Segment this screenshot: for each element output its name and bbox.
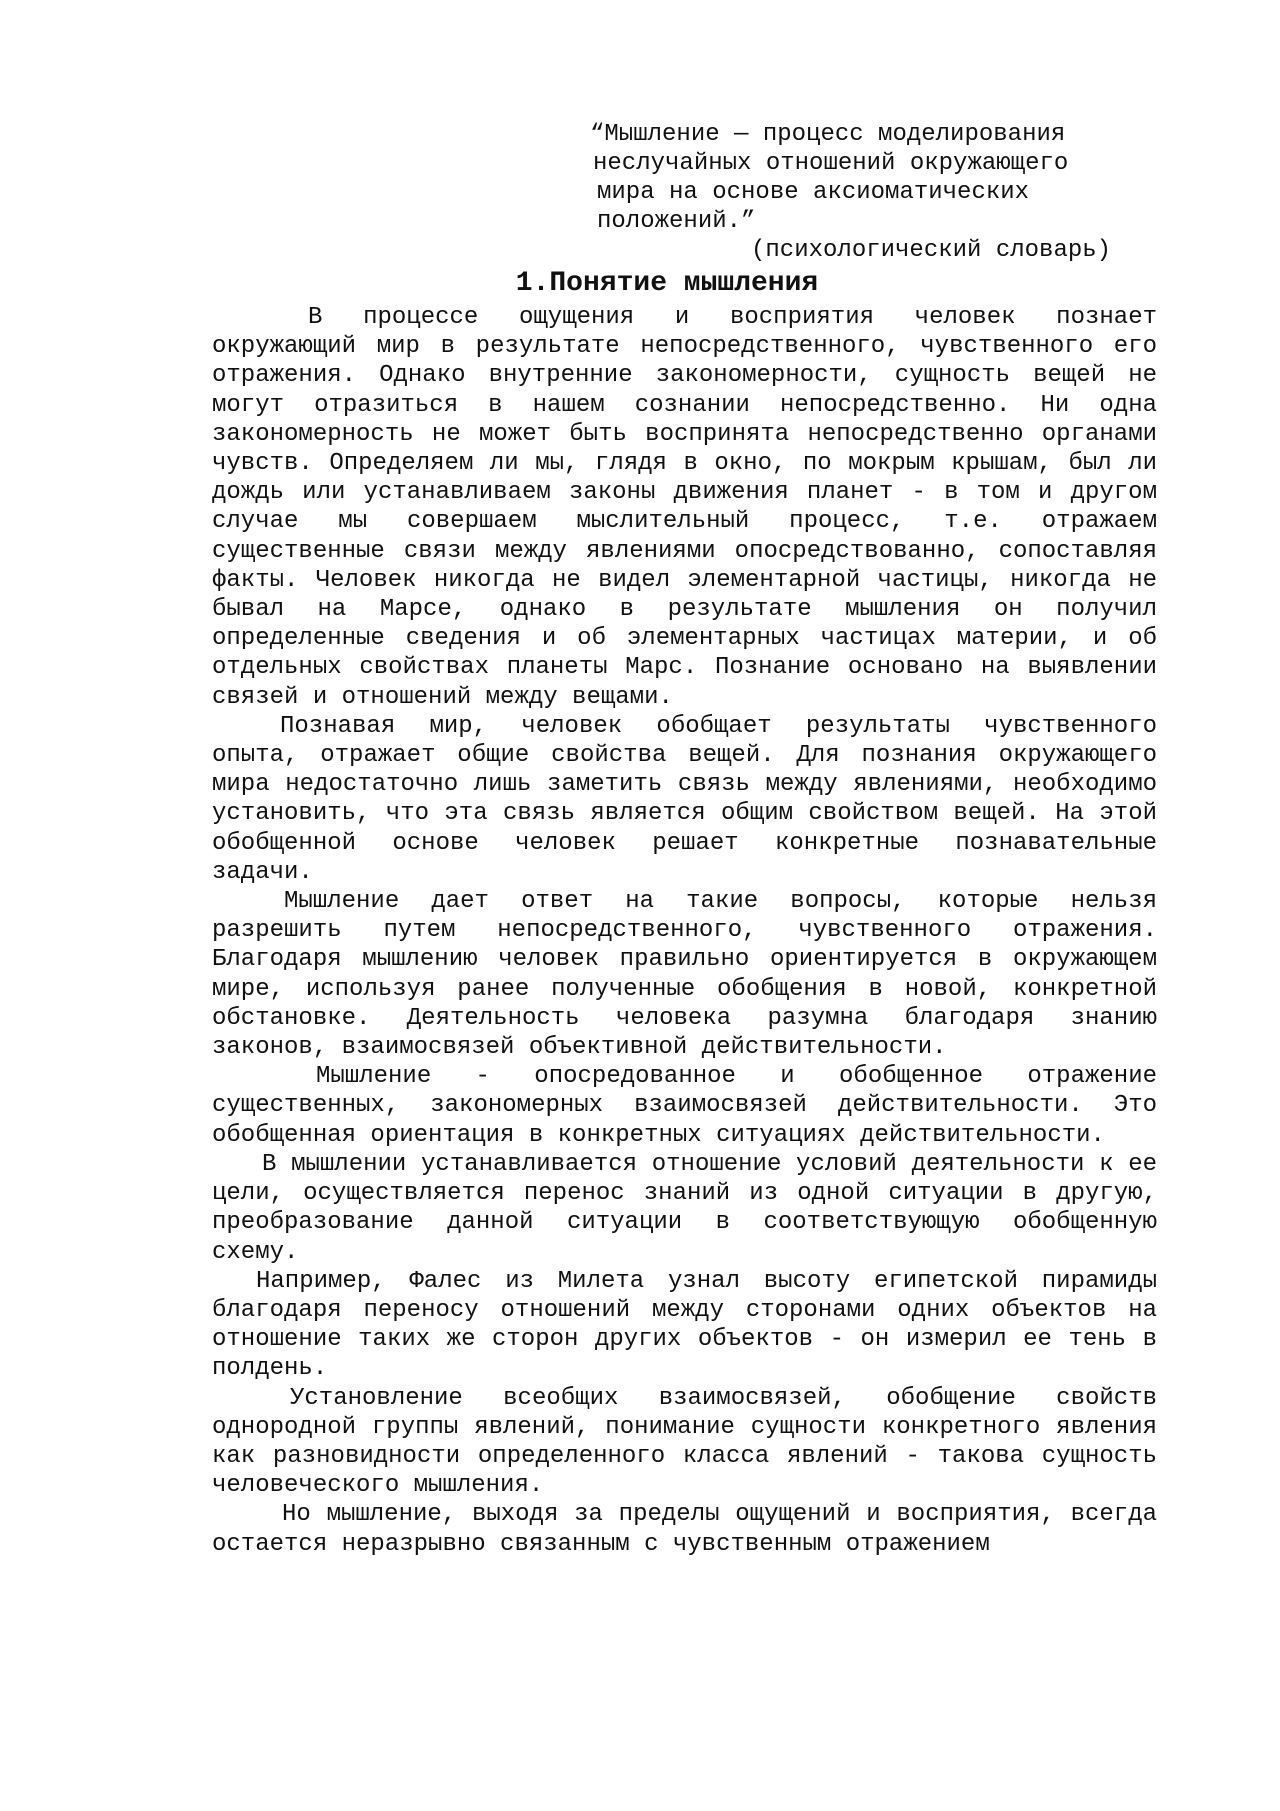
epigraph-line: мира на основе аксиоматических (597, 179, 1030, 206)
epigraph-line: положений.” (597, 208, 756, 235)
epigraph (590, 120, 1150, 265)
paragraph: Познавая мир, человек обобщает результаты чувственного опыта, отражает общие свойства вещей. Для познания окружающего мира недостаточно лишь заметить связь между явлениями, необходимо установить, что эта связь является общим свойством вещей. На этой обобщенной основе человек решает конкретные познавательные задачи. (212, 712, 1157, 886)
section-title: 1.Понятие мышления (515, 268, 819, 299)
epigraph-line: “Мышление — процесс моделирования (590, 121, 1066, 148)
paragraph: Мышление дает ответ на такие вопросы, которые нельзя разрешить путем непосредственного, чувственного отражения. Благодаря мышлению человек правильно ориентируется в окружающем мире, используя ранее полученные обобщения в новой, конкретной обстановке. Деятельность человека разумна благодаря знанию законов, взаимосвязей объективной действительности. (212, 888, 1157, 1062)
epigraph-source: (психологический словарь) (751, 237, 1112, 264)
paragraph: Установление всеобщих взаимосвязей, обобщение свойств однородной группы явлений, понимание сущности конкретного явления как разновидности определенного класса явлений - такова сущность человеческого мышления. (212, 1384, 1157, 1500)
body-text (212, 303, 1157, 1559)
paragraph: В процессе ощущения и восприятия человек познает окружающий мир в результате непосредственного, чувственного его отражения. Однако внутренние закономерности, сущность вещей не могут отразиться в нашем сознании непосредственно. Ни одна закономерность не может быть воспринята непосредственно органами чувств. Определяем ли мы, глядя в окно, по мокрым крышам, был ли дождь или устанавливаем законы движения планет - в том и другом случае мы совершаем мыслительный процесс, т.е. отражаем существенные связи между явлениями опосредствованно, сопоставляя факты. Человек никогда не видел элементарной частицы, никогда не бывал на Марсе, однако в результате мышления он получил определенные сведения и об элементарных частицах материи, и об отдельных свойствах планеты Марс. Познание основано на выявлении связей и отношений между вещами. (212, 304, 1157, 711)
paragraph: Но мышление, выходя за пределы ощущений и восприятия, всегда остается неразрывно связанным с чувственным отражением (212, 1501, 1157, 1558)
paragraph: В мышлении устанавливается отношение условий деятельности к ее цели, осуществляется перенос знаний из одной ситуации в другую, преобразование данной ситуации в соответствующую обобщенную схему. (212, 1150, 1157, 1266)
paragraph: Например, Фалес из Милета узнал высоту египетской пирамиды благодаря переносу отношений между сторонами одних объектов на отношение таких же сторон других объектов - он измерил ее тень в полдень. (212, 1267, 1157, 1383)
paragraph: Мышление - опосредованное и обобщенное отражение существенных, закономерных взаимосвязей действительности. Это обобщенная ориентация в конкретных ситуациях действительности. (212, 1063, 1157, 1149)
epigraph-line: неслучайных отношений окружающего (593, 150, 1069, 177)
